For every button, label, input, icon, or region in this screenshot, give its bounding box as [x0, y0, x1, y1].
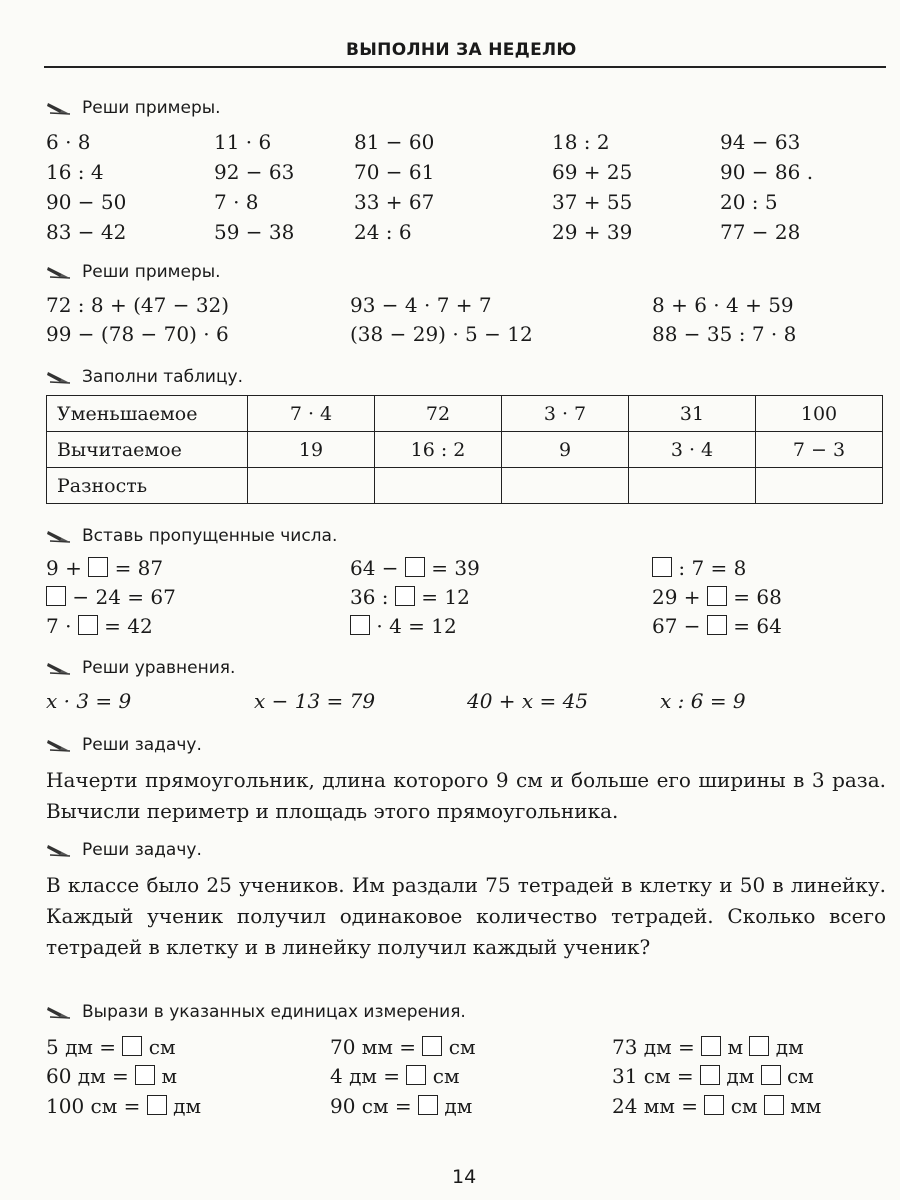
table-row: [47, 432, 883, 468]
pencil-icon: [46, 369, 72, 385]
instruction-5: [46, 658, 235, 678]
example: 24 : 6: [354, 220, 412, 244]
missing-number-item: [46, 614, 153, 638]
answer-box[interactable]: [652, 557, 672, 577]
unit-expr: 24 мм =: [612, 1094, 699, 1118]
answer-box[interactable]: [704, 1095, 724, 1115]
expr-left: 29 +: [652, 585, 701, 609]
equation: x · 3 = 9: [46, 689, 132, 713]
expression: 99 − (78 − 70) · 6: [46, 322, 229, 346]
table-cell-empty: [375, 468, 502, 504]
missing-number-item: [652, 556, 746, 580]
answer-box[interactable]: [707, 615, 727, 635]
example: 83 − 42: [46, 220, 127, 244]
answer-box[interactable]: [418, 1095, 438, 1115]
task-text: Начерти прямоугольник, длина которого 9 см и больше его ширины в 3 раза. Вычисли периметр и площадь этого прямоугольника.: [46, 768, 886, 823]
instruction-text: Реши уравнения.: [82, 658, 236, 678]
instruction-6: [46, 735, 202, 755]
unit-expr: 90 см =: [330, 1094, 412, 1118]
unit-conversion: [46, 1035, 176, 1059]
answer-box[interactable]: [700, 1065, 720, 1085]
example: 92 − 63: [214, 160, 295, 184]
unit-conversion: [612, 1064, 814, 1088]
answer-box[interactable]: [395, 586, 415, 606]
table-cell: 3 · 4: [629, 432, 756, 468]
example: 37 + 55: [552, 190, 633, 214]
unit-conversion: [46, 1094, 201, 1118]
unit-conversion: [330, 1035, 476, 1059]
example: 20 : 5: [720, 190, 778, 214]
missing-number-item: [46, 585, 176, 609]
instruction-7: [46, 840, 202, 860]
expr-right: = 68: [733, 585, 782, 609]
table-row-label: Вычитаемое: [47, 432, 248, 468]
expr-right: − 24 = 67: [72, 585, 176, 609]
unit-conversion: [330, 1064, 460, 1088]
answer-box[interactable]: [422, 1036, 442, 1056]
expr-left: 64 −: [350, 556, 399, 580]
expr-left: 7 ·: [46, 614, 72, 638]
example: 59 − 38: [214, 220, 295, 244]
instruction-8: [46, 1002, 466, 1022]
pencil-icon: [46, 660, 72, 676]
equation: x : 6 = 9: [660, 689, 746, 713]
unit-conversion: [612, 1035, 804, 1059]
page-number: 14: [452, 1166, 477, 1188]
pencil-icon: [46, 528, 72, 544]
expression: 88 − 35 : 7 · 8: [652, 322, 797, 346]
unit-label: дм: [775, 1035, 804, 1059]
expr-left: 36 :: [350, 585, 389, 609]
unit-expr: 70 мм =: [330, 1035, 417, 1059]
instruction-3: [46, 367, 243, 387]
answer-box[interactable]: [122, 1036, 142, 1056]
instruction-text: Реши задачу.: [82, 735, 202, 755]
answer-box[interactable]: [701, 1036, 721, 1056]
expr-right: = 87: [114, 556, 164, 580]
unit-label: см: [787, 1064, 814, 1088]
page-header: ВЫПОЛНИ ЗА НЕДЕЛЮ: [346, 40, 577, 60]
answer-box[interactable]: [405, 557, 425, 577]
missing-number-item: [350, 556, 480, 580]
table-cell-empty: [248, 468, 375, 504]
unit-conversion: [46, 1064, 177, 1088]
expr-right: = 12: [421, 585, 470, 609]
missing-number-item: [350, 585, 470, 609]
pencil-icon: [46, 264, 72, 280]
table-row-label: Уменьшаемое: [47, 396, 248, 432]
expr-right: = 39: [431, 556, 480, 580]
subtraction-table: [46, 395, 883, 504]
example: 90 − 86 .: [720, 160, 814, 184]
instruction-text: Заполни таблицу.: [82, 367, 244, 387]
table-row-label: Разность: [47, 468, 248, 504]
unit-label: дм: [444, 1094, 473, 1118]
unit-label: м: [727, 1035, 744, 1059]
expr-left: 9 +: [46, 556, 82, 580]
equation: 40 + x = 45: [467, 689, 589, 713]
unit-label: дм: [726, 1064, 755, 1088]
expr-right: : 7 = 8: [678, 556, 747, 580]
equation: x − 13 = 79: [254, 689, 376, 713]
example: 77 − 28: [720, 220, 801, 244]
answer-box[interactable]: [135, 1065, 155, 1085]
pencil-icon: [46, 842, 72, 858]
table-row: [47, 468, 883, 504]
example: 33 + 67: [354, 190, 435, 214]
answer-box[interactable]: [78, 615, 98, 635]
table-cell: 16 : 2: [375, 432, 502, 468]
unit-label: см: [432, 1064, 460, 1088]
missing-number-item: [46, 556, 163, 580]
unit-expr: 31 см =: [612, 1064, 694, 1088]
expression: 8 + 6 · 4 + 59: [652, 293, 794, 317]
task-text: В классе было 25 учеников. Им раздали 75 тетрадей в клетку и 50 в линейку. Каждый ученик получил одинаковое количество тетрадей. Сколько всего тетрадей в клетку и в линейку получил каждый ученик?: [46, 873, 886, 959]
unit-label: мм: [790, 1094, 822, 1118]
table-cell: 9: [502, 432, 629, 468]
expr-left: 67 −: [652, 614, 701, 638]
table-cell-empty: [756, 468, 883, 504]
example: 94 − 63: [720, 130, 801, 154]
pencil-icon: [46, 1004, 72, 1020]
table-cell: 7 − 3: [756, 432, 883, 468]
unit-expr: 60 дм =: [46, 1064, 129, 1088]
example: 7 · 8: [214, 190, 259, 214]
table-cell-empty: [502, 468, 629, 504]
table-cell: 19: [248, 432, 375, 468]
expr-right: = 42: [104, 614, 153, 638]
instruction-text: Вставь пропущенные числа.: [82, 526, 338, 546]
table-cell: 31: [629, 396, 756, 432]
example: 70 − 61: [354, 160, 435, 184]
example: 6 · 8: [46, 130, 91, 154]
unit-label: дм: [173, 1094, 201, 1118]
missing-number-item: [652, 585, 782, 609]
example: 16 : 4: [46, 160, 104, 184]
unit-expr: 4 дм =: [330, 1064, 401, 1088]
table-cell: 72: [375, 396, 502, 432]
table-cell-empty: [629, 468, 756, 504]
unit-expr: 5 дм =: [46, 1035, 117, 1059]
instruction-text: Реши примеры.: [82, 262, 221, 282]
unit-expr: 73 дм =: [612, 1035, 695, 1059]
instruction-text: Вырази в указанных единицах измерения.: [82, 1002, 466, 1022]
expr-right: · 4 = 12: [376, 614, 457, 638]
table-cell: 7 · 4: [248, 396, 375, 432]
example: 90 − 50: [46, 190, 127, 214]
answer-box[interactable]: [764, 1095, 784, 1115]
expression: 93 − 4 · 7 + 7: [350, 293, 492, 317]
header-rule: [44, 66, 886, 68]
answer-box[interactable]: [147, 1095, 167, 1115]
missing-number-item: [652, 614, 782, 638]
unit-conversion: [612, 1094, 821, 1118]
pencil-icon: [46, 737, 72, 753]
table-cell: 100: [756, 396, 883, 432]
missing-number-item: [350, 614, 457, 638]
table-cell: 3 · 7: [502, 396, 629, 432]
unit-conversion: [330, 1094, 472, 1118]
instruction-4: [46, 526, 337, 546]
unit-label: см: [448, 1035, 476, 1059]
instruction-2: [46, 262, 221, 282]
example: 18 : 2: [552, 130, 610, 154]
answer-box[interactable]: [406, 1065, 426, 1085]
instruction-text: Реши примеры.: [82, 98, 221, 118]
expression: 72 : 8 + (47 − 32): [46, 293, 230, 317]
example: 69 + 25: [552, 160, 633, 184]
instruction-1: [46, 98, 221, 118]
unit-label: м: [161, 1064, 178, 1088]
instruction-text: Реши задачу.: [82, 840, 202, 860]
answer-box[interactable]: [46, 586, 66, 606]
expression: (38 − 29) · 5 − 12: [350, 322, 533, 346]
answer-box[interactable]: [88, 557, 108, 577]
unit-label: см: [730, 1094, 758, 1118]
example: 29 + 39: [552, 220, 633, 244]
answer-box[interactable]: [749, 1036, 769, 1056]
unit-expr: 100 см =: [46, 1094, 141, 1118]
answer-box[interactable]: [761, 1065, 781, 1085]
answer-box[interactable]: [350, 615, 370, 635]
table-row: [47, 396, 883, 432]
unit-label: см: [148, 1035, 176, 1059]
example: 81 − 60: [354, 130, 435, 154]
example: 11 · 6: [214, 130, 272, 154]
expr-right: = 64: [733, 614, 782, 638]
answer-box[interactable]: [707, 586, 727, 606]
pencil-icon: [46, 100, 72, 116]
